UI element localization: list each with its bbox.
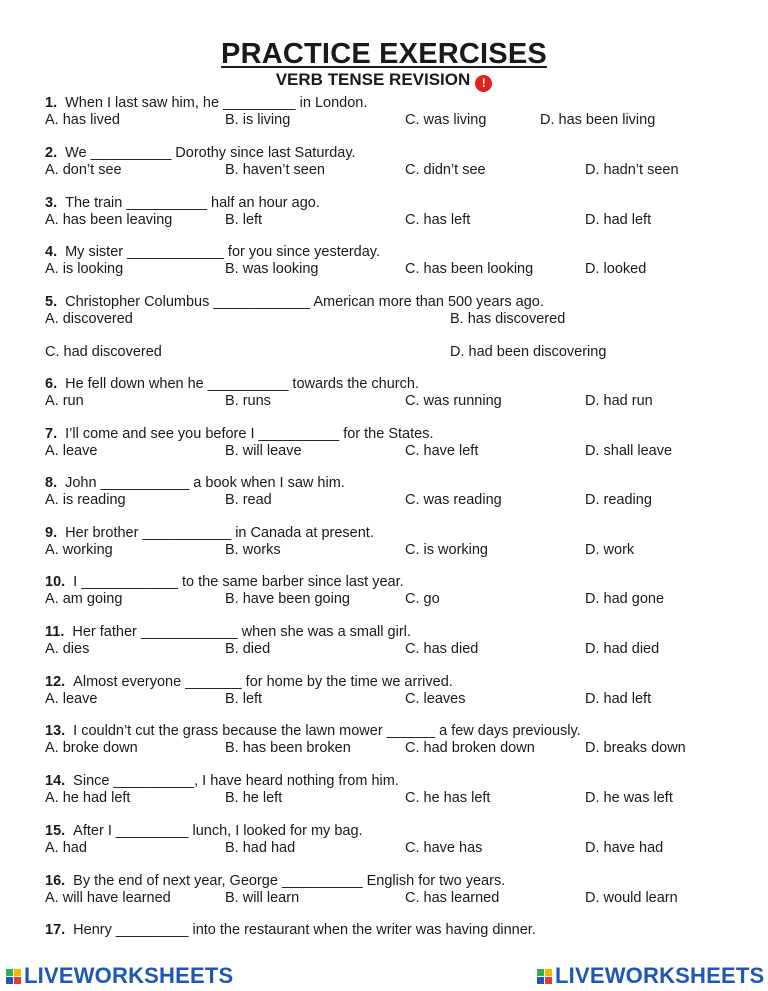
question-8 — [45, 475, 345, 491]
question-text: Since __________, I have heard nothing from him. — [73, 773, 399, 789]
option-d[interactable]: D. breaks down — [585, 740, 686, 756]
option-d[interactable]: D. had left — [585, 691, 652, 707]
brand-logo-left — [6, 963, 233, 989]
question-2 — [45, 145, 356, 161]
option-c[interactable]: C. had broken down — [405, 740, 535, 756]
question-number: 16. — [45, 873, 66, 889]
question-text: I ____________ to the same barber since last year. — [73, 574, 404, 590]
option-b[interactable]: B. will learn — [225, 890, 300, 906]
question-text: By the end of next year, George __________ English for two years. — [73, 873, 506, 889]
option-c[interactable]: C. has been looking — [405, 261, 534, 277]
option-c[interactable]: C. is working — [405, 542, 488, 558]
question-text: I’ll come and see you before I __________ for the States. — [65, 426, 434, 442]
question-number: 7. — [45, 426, 58, 442]
question-text: We __________ Dorothy since last Saturday. — [65, 145, 356, 161]
option-a[interactable]: A. discovered — [45, 311, 133, 327]
option-d[interactable]: D. work — [585, 542, 635, 558]
option-c[interactable]: C. had discovered — [45, 344, 162, 360]
option-c[interactable]: C. has left — [405, 212, 471, 228]
option-a[interactable]: A. dies — [45, 641, 90, 657]
question-13 — [45, 723, 581, 739]
option-b[interactable]: B. left — [225, 691, 263, 707]
option-d[interactable]: D. had left — [585, 212, 652, 228]
brand-mark-icon — [6, 969, 21, 984]
option-b[interactable]: B. died — [225, 641, 271, 657]
question-number: 6. — [45, 376, 58, 392]
question-number: 4. — [45, 244, 58, 260]
question-number: 11. — [45, 624, 65, 640]
option-d[interactable]: D. had run — [585, 393, 653, 409]
option-c[interactable]: C. was running — [405, 393, 502, 409]
question-12 — [45, 674, 453, 690]
option-a[interactable]: A. will have learned — [45, 890, 171, 906]
option-d[interactable]: D. looked — [585, 261, 647, 277]
option-a[interactable]: A. had — [45, 840, 87, 856]
option-a[interactable]: A. working — [45, 542, 113, 558]
question-number: 3. — [45, 195, 58, 211]
option-a[interactable]: A. broke down — [45, 740, 138, 756]
question-7 — [45, 426, 433, 442]
option-b[interactable]: B. was looking — [225, 261, 319, 277]
option-b[interactable]: B. had had — [225, 840, 296, 856]
question-text: My sister ____________ for you since yesterday. — [65, 244, 380, 260]
question-17 — [45, 922, 536, 938]
question-number: 14. — [45, 773, 66, 789]
option-c[interactable]: C. has died — [405, 641, 479, 657]
brand-text: LIVEWORKSHEETS — [24, 963, 234, 988]
question-number: 9. — [45, 525, 58, 541]
option-d[interactable]: D. have had — [585, 840, 664, 856]
option-a[interactable]: A. is looking — [45, 261, 124, 277]
option-c[interactable]: C. was reading — [405, 492, 502, 508]
brand-logo-right — [537, 963, 764, 989]
brand-text: LIVEWORKSHEETS — [555, 963, 765, 988]
question-number: 5. — [45, 294, 58, 310]
question-11 — [45, 624, 411, 640]
option-c[interactable]: C. didn’t see — [405, 162, 486, 178]
option-a[interactable]: A. leave — [45, 443, 98, 459]
question-text: He fell down when he __________ towards the church. — [65, 376, 419, 392]
question-number: 2. — [45, 145, 58, 161]
option-d[interactable]: D. had gone — [585, 591, 665, 607]
option-a[interactable]: A. has been leaving — [45, 212, 173, 228]
option-a[interactable]: A. don’t see — [45, 162, 122, 178]
option-a[interactable]: A. am going — [45, 591, 123, 607]
question-6 — [45, 376, 419, 392]
option-c[interactable]: C. go — [405, 591, 440, 607]
option-a[interactable]: A. he had left — [45, 790, 131, 806]
question-text: Henry _________ into the restaurant when the writer was having dinner. — [73, 922, 536, 938]
question-number: 15. — [45, 823, 66, 839]
question-number: 1. — [45, 95, 58, 111]
option-b[interactable]: B. runs — [225, 393, 271, 409]
question-15 — [45, 823, 363, 839]
option-b[interactable]: B. is living — [225, 112, 291, 128]
question-text: Her brother ___________ in Canada at present. — [65, 525, 374, 541]
page-subtitle — [0, 70, 768, 92]
option-b[interactable]: B. has discovered — [450, 311, 566, 327]
option-a[interactable]: A. leave — [45, 691, 98, 707]
question-text: The train __________ half an hour ago. — [65, 195, 320, 211]
question-1 — [45, 95, 367, 111]
option-c[interactable]: C. he has left — [405, 790, 491, 806]
brand-mark-icon — [537, 969, 552, 984]
question-text: John ___________ a book when I saw him. — [65, 475, 345, 491]
question-4 — [45, 244, 380, 260]
option-d[interactable]: D. had died — [585, 641, 660, 657]
option-d[interactable]: D. reading — [585, 492, 652, 508]
option-b[interactable]: B. have been going — [225, 591, 350, 607]
option-d[interactable]: D. has been living — [540, 112, 656, 128]
option-b[interactable]: B. he left — [225, 790, 283, 806]
question-number: 8. — [45, 475, 58, 491]
subtitle-text: VERB TENSE REVISION — [275, 70, 471, 89]
question-number: 12. — [45, 674, 66, 690]
question-text: I couldn’t cut the grass because the lawn mower ______ a few days previously. — [73, 723, 581, 739]
option-d[interactable]: D. had been discovering — [450, 344, 607, 360]
question-number: 10. — [45, 574, 66, 590]
option-b[interactable]: B. works — [225, 542, 281, 558]
option-c[interactable]: C. have left — [405, 443, 479, 459]
question-text: After I _________ lunch, I looked for my bag. — [73, 823, 363, 839]
question-10 — [45, 574, 404, 590]
question-16 — [45, 873, 505, 889]
option-c[interactable]: C. have has — [405, 840, 483, 856]
option-d[interactable]: D. would learn — [585, 890, 678, 906]
option-c[interactable]: C. leaves — [405, 691, 466, 707]
question-9 — [45, 525, 374, 541]
question-3 — [45, 195, 320, 211]
option-b[interactable]: B. has been broken — [225, 740, 351, 756]
question-14 — [45, 773, 399, 789]
alert-icon[interactable]: ! — [475, 75, 492, 92]
option-d[interactable]: D. hadn’t seen — [585, 162, 679, 178]
option-a[interactable]: A. run — [45, 393, 84, 409]
option-b[interactable]: B. read — [225, 492, 272, 508]
page-title: PRACTICE EXERCISES — [221, 38, 547, 70]
question-text: Christopher Columbus ____________ American more than 500 years ago. — [65, 294, 544, 310]
option-b[interactable]: B. haven’t seen — [225, 162, 325, 178]
option-c[interactable]: C. was living — [405, 112, 487, 128]
option-b[interactable]: B. left — [225, 212, 263, 228]
option-d[interactable]: D. he was left — [585, 790, 673, 806]
option-a[interactable]: A. is reading — [45, 492, 126, 508]
question-text: Almost everyone _______ for home by the time we arrived. — [73, 674, 453, 690]
question-text: Her father ____________ when she was a small girl. — [72, 624, 411, 640]
option-a[interactable]: A. has lived — [45, 112, 120, 128]
question-5 — [45, 294, 544, 310]
question-number: 13. — [45, 723, 66, 739]
option-b[interactable]: B. will leave — [225, 443, 302, 459]
option-d[interactable]: D. shall leave — [585, 443, 673, 459]
question-number: 17. — [45, 922, 66, 938]
option-c[interactable]: C. has learned — [405, 890, 500, 906]
question-text: When I last saw him, he _________ in London. — [65, 95, 368, 111]
